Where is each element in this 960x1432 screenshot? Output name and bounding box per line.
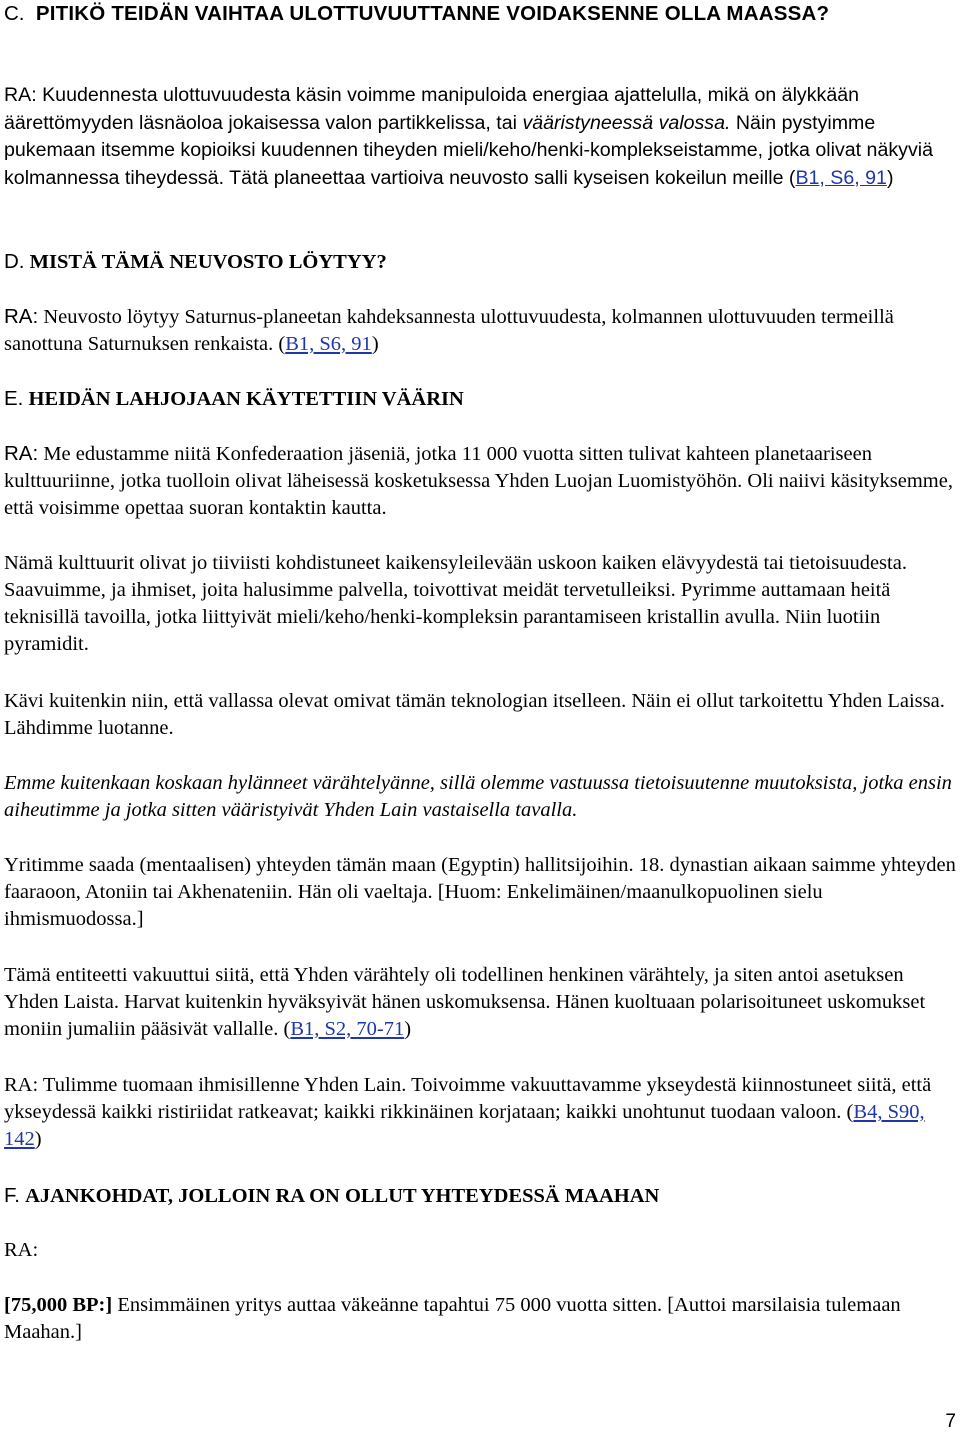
reference-link-b4-s90-142[interactable]: B4, S90, 142 <box>4 1101 925 1150</box>
section-e-text-7: RA: Tulimme tuomaan ihmisillenne Yhden Lain. Toivoimme vakuuttavamme ykseydestä kiinnostuneet siitä, että ykseydessä kaikki ristiriidat ratkeavat; kaikki rikkinäinen korjataan; kaikki unohtunut tuodaan valoon. ( <box>4 1074 932 1123</box>
reference-link-b1-s2-70-71[interactable]: B1, S2, 70-71 <box>290 1018 405 1040</box>
paren-close: ) <box>886 166 894 189</box>
section-f <box>4 1182 958 1210</box>
section-e-text-2: Nämä kulttuurit olivat jo tiiviisti kohdistuneet kaikensyleilevään uskoon kaiken elävyydestä tai tietoisuudesta. Saavuimme, ja ihmiset, joita halusimme palvella, toivottivat meidät tervetulleiksi. Pyrimme auttamaan heitä teknisillä tavoilla, jotka liittyivät mieli/keho/henki-kompleksin parantamiseen kristallin avulla. Niin luotiin pyramidit. <box>4 552 907 655</box>
reference-link-b1-s6-91[interactable]: B1, S6, 91 <box>795 166 887 189</box>
section-e-paragraph-3 <box>4 688 958 742</box>
paren-close: ) <box>404 1018 412 1040</box>
section-e-text-1: Me edustamme niitä Konfederaation jäseniä, jotka 11 000 vuotta sitten tulivat kahteen planetaariseen kulttuuriinne, jotka tuolloin olivat läheisessä kosketuksessa Yhden Luojan Luomistyöhön. Oli naiivi käsityksemme, että voisimme opettaa suoran kontaktin kautta. <box>4 443 953 519</box>
section-c-heading <box>4 0 958 27</box>
section-f-title: AJANKOHDAT, JOLLOIN RA ON OLLUT YHTEYDESSÄ MAAHAN <box>25 1185 660 1207</box>
page-number: 7 <box>945 1411 956 1432</box>
section-d-heading <box>4 248 958 276</box>
ra-prefix: RA: <box>4 305 39 328</box>
ra-label: RA: <box>4 1239 39 1261</box>
section-d <box>4 248 958 276</box>
section-e-italic-paragraph: Emme kuitenkaan koskaan hylänneet värähtelyänne, sillä olemme vastuussa tietoisuutenne muutoksista, jotka ensin aiheutimme ja jotka sitten vääristyivät Yhden Lain vastaisella tavalla. <box>4 772 952 821</box>
section-e-paragraph-6 <box>4 962 958 1043</box>
section-e-title: HEIDÄN LAHJOJAAN KÄYTETTIIN VÄÄRIN <box>28 388 464 410</box>
section-e-text-3: Kävi kuitenkin niin, että vallassa olevat omivat tämän teknologian itselleen. Näin ei ollut tarkoitettu Yhden Laissa. Lähdimme luotanne. <box>4 690 945 739</box>
section-e-paragraph-2 <box>4 550 958 658</box>
section-e-text-5: Yritimme saada (mentaalisen) yhteyden tämän maan (Egyptin) hallitsijoihin. 18. dynastian aikaan saimme yhteyden faaraoon, Atoniin tai Akhenateniin. Hän oli vaeltaja. [Huom: Enkelimäinen/maanulkopuolinen sielu ihmismuodossa.] <box>4 854 956 930</box>
section-f-entry <box>4 1292 958 1346</box>
section-e-heading <box>4 385 958 413</box>
section-f-letter: F. <box>4 1184 20 1207</box>
section-c-text-2: Näin pystyimme pukemaan itsemme kopioiksi kuudennen tiheyden mieli/keho/henki-komplekseistamme, jotka olivat näkyviä kolmannessa tiheydessä. <box>4 111 933 189</box>
section-c-text-3: Tätä planeettaa vartioiva neuvosto salli kyseisen kokeilun meille ( <box>229 166 796 189</box>
section-d-title: MISTÄ TÄMÄ NEUVOSTO LÖYTYY? <box>29 251 387 273</box>
section-c-text: RA: Kuudennesta ulottuvuudesta käsin voimme manipuloida energiaa ajattelulla, mikä on älykkään äärettömyyden läsnäoloa jokaisessa valon partikkelissa, tai <box>4 84 860 134</box>
section-d-paragraph <box>4 303 958 358</box>
section-f-heading <box>4 1182 958 1210</box>
section-e-paragraph-4 <box>4 770 958 824</box>
paren-close: ) <box>371 333 379 355</box>
ra-prefix: RA: <box>4 442 39 465</box>
section-e-letter: E. <box>4 387 24 410</box>
section-c-paragraph <box>4 82 958 192</box>
reference-link-b1-s6-91-d[interactable]: B1, S6, 91 <box>285 333 372 355</box>
section-e-paragraph-5 <box>4 852 958 933</box>
section-f-ra-label <box>4 1237 958 1264</box>
section-e-text-6: Tämä entiteetti vakuuttui siitä, että Yhden värähtely oli todellinen henkinen värähtely, ja siten antoi asetuksen Yhden Laista. Harvat kuitenkin hyväksyivät hänen uskomuksensa. Hänen kuoltuaan polarisoituneet uskomukset moniin jumaliin pääsivät vallalle. ( <box>4 964 926 1040</box>
section-c-letter: C. <box>4 2 25 25</box>
section-e-paragraph-7 <box>4 1072 958 1153</box>
section-e <box>4 385 958 413</box>
section-c <box>4 0 958 27</box>
section-e-paragraph-1 <box>4 440 958 522</box>
entry-date-label: [75,000 BP:] <box>4 1294 113 1316</box>
paren-close: ) <box>34 1128 42 1150</box>
section-c-italic: vääristyneessä valossa. <box>522 111 731 134</box>
section-d-text: Neuvosto löytyy Saturnus-planeetan kahdeksannesta ulottuvuudesta, kolmannen ulottuvuuden termeillä sanottuna Saturnuksen renkaista. ( <box>4 306 894 355</box>
section-d-letter: D. <box>4 250 25 273</box>
entry-text: Ensimmäinen yritys auttaa väkeänne tapahtui 75 000 vuotta sitten. [Auttoi marsilaisia tulemaan Maahan.] <box>4 1294 901 1343</box>
section-c-title: PITIKÖ TEIDÄN VAIHTAA ULOTTUVUUTTANNE VOIDAKSENNE OLLA MAASSA? <box>35 2 830 25</box>
